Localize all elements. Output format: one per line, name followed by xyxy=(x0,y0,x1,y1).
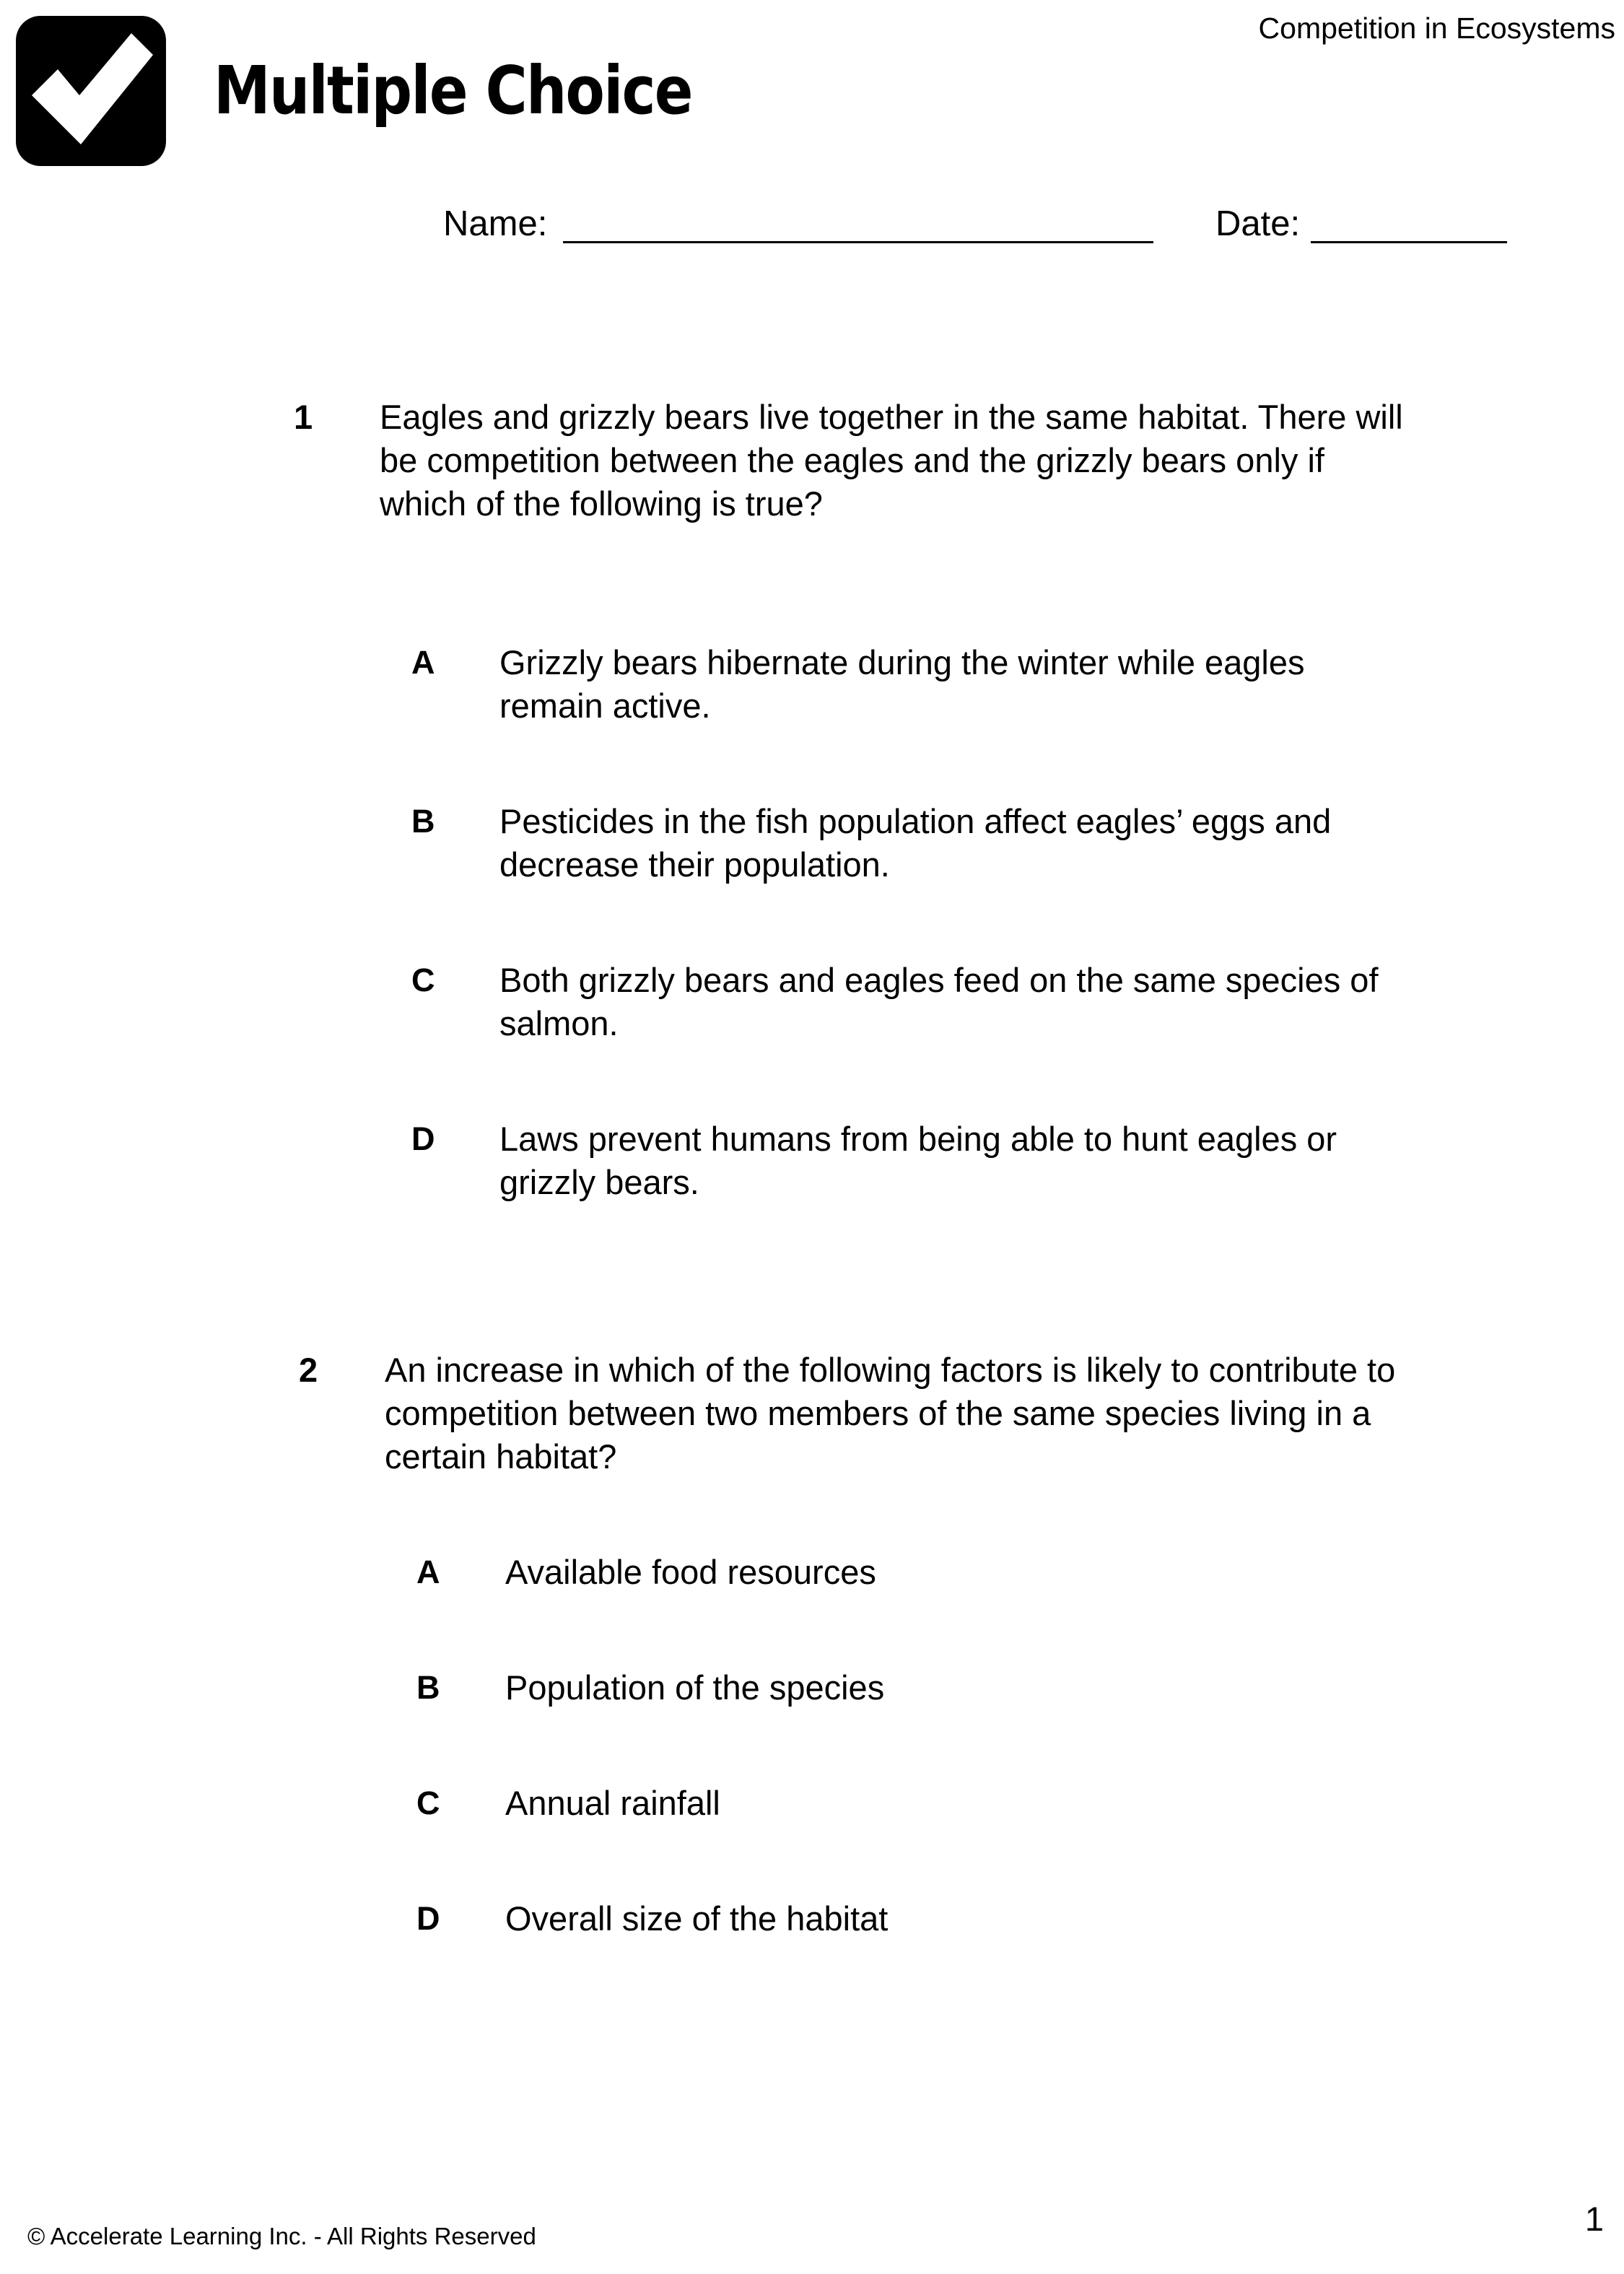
option-text: Laws prevent humans from being able to hunt eagles or grizzly bears. xyxy=(499,1120,1337,1201)
option-text: Available food resources xyxy=(505,1553,876,1591)
option-text: Population of the species xyxy=(505,1668,885,1707)
option-letter: B xyxy=(411,803,435,840)
option-letter: C xyxy=(411,962,435,998)
copyright-footer: © Accelerate Learning Inc. - All Rights Reserved xyxy=(27,2223,536,2249)
topic-label: Competition in Ecosystems xyxy=(1258,12,1615,45)
option-letter: D xyxy=(416,1900,440,1937)
question-number: 1 xyxy=(294,398,313,436)
option-text: Annual rainfall xyxy=(505,1784,720,1822)
question-number: 2 xyxy=(299,1351,318,1389)
option-letter: A xyxy=(411,644,435,681)
date-label: Date: xyxy=(1215,204,1301,243)
question-text: Eagles and grizzly bears live together in the same habitat. There will be competition between the eagles and the grizzly bears only if which of the following is true? xyxy=(380,398,1403,523)
option-text: Grizzly bears hibernate during the winter while eagles remain active. xyxy=(499,643,1305,725)
checkmark-icon xyxy=(16,16,166,166)
option-letter: A xyxy=(416,1554,440,1590)
name-field[interactable] xyxy=(563,241,1153,243)
option-letter: B xyxy=(416,1669,440,1706)
option-text: Pesticides in the fish population affect eagles’ eggs and decrease their population. xyxy=(499,802,1332,884)
name-label: Name: xyxy=(443,204,548,243)
option-text: Both grizzly bears and eagles feed on the same species of salmon. xyxy=(499,961,1379,1042)
question-text: An increase in which of the following factors is likely to contribute to competition between two members of the same species living in a certain habitat? xyxy=(385,1351,1396,1476)
option-letter: D xyxy=(411,1120,435,1157)
page-number: 1 xyxy=(1584,2200,1604,2238)
date-field[interactable] xyxy=(1311,241,1507,243)
option-text: Overall size of the habitat xyxy=(505,1899,889,1938)
option-letter: C xyxy=(416,1785,440,1821)
page-title: Multiple Choice xyxy=(214,52,692,129)
